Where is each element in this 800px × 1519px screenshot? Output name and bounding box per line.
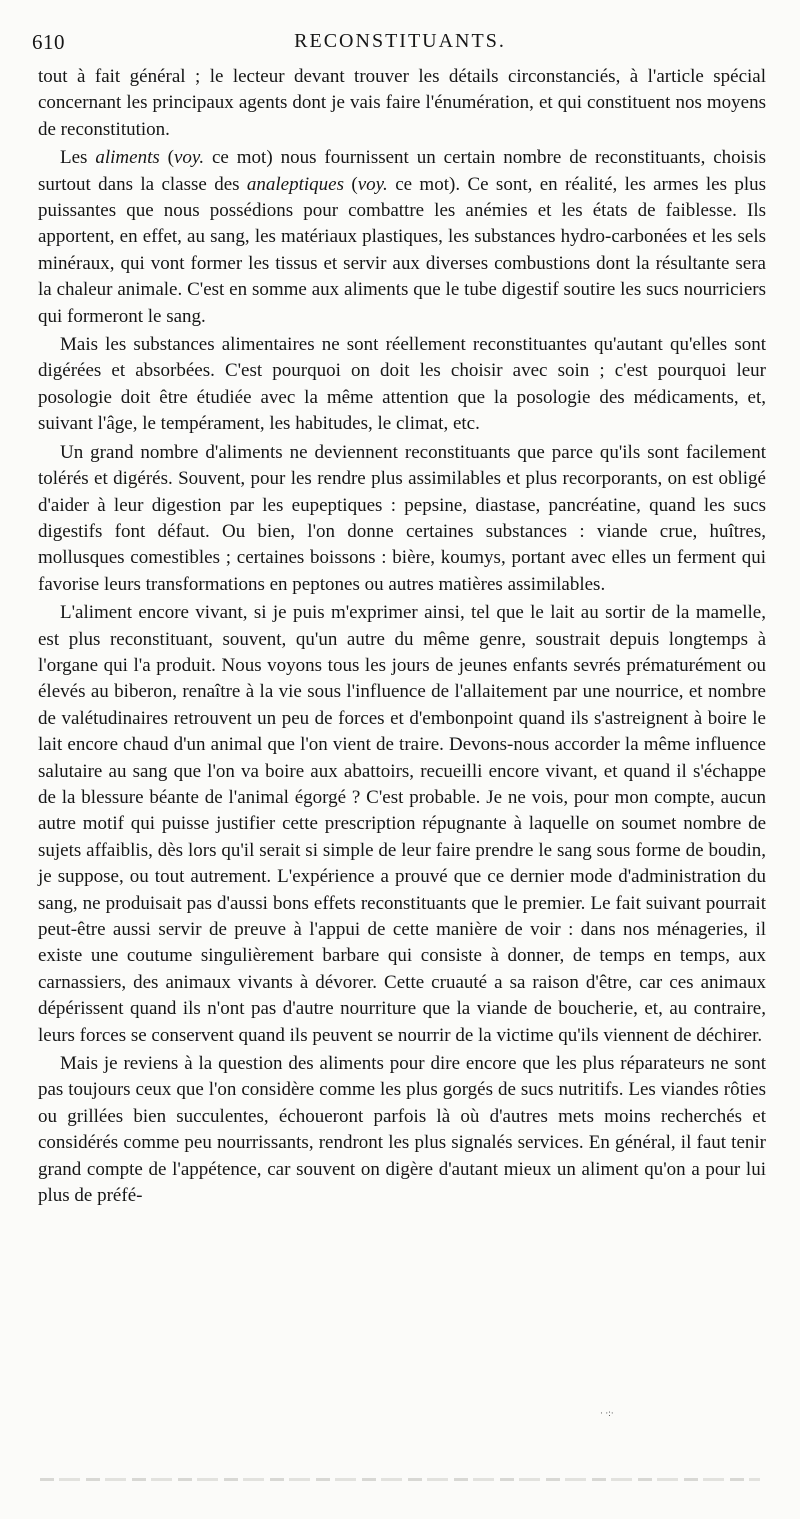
text-run: tout à fait général ; le lecteur devant trouver les détails circonstanciés, à l'article spécial concernant les principaux agents dont je vais faire l'énumération, et qui constituent nos moyens de reconstitution. [38, 66, 766, 140]
paragraph [38, 600, 766, 1049]
text-run: L'aliment encore vivant, si je puis m'exprimer ainsi, tel que le lait au sortir de la mamelle, est plus reconstituant, souvent, qu'un autre du même genre, soustrait depuis longtemps à l'organe qui l'a produit. Nous voyons tous les jours de jeunes enfants sevrés prématurément ou élevés au biberon, renaître à la vie sous l'influence de l'allaitement par une nourrice, et nombre de valétudinaires retrouvent un peu de forces et d'embonpoint quand ils s'astreignent à boire le lait encore chaud d'un animal que l'on vient de traire. Devons-nous accorder la même influence salutaire au sang que l'on va boire aux abattoirs, recueilli encore vivant, et quand il s'échappe de la blessure béante de l'animal égorgé ? C'est probable. Je ne vois, pour mon compte, aucun autre motif qui puisse justifier cette prescription répugnante à laquelle on soumet nombre de sujets affaiblis, dès lors qu'il serait si simple de leur faire prendre le sang sous forme de boudin, je suppose, ou tout autrement. L'expérience a prouvé que ce dernier mode d'administration du sang, ne produisait pas d'aussi bons effets reconstituants que le premier. Le fait suivant pourrait peut-être aussi servir de preuve à l'appui de cette manière de voir : dans nos ménageries, il existe une coutume singulièrement barbare qui consiste à donner, de temps en temps, aux carnassiers, des animaux vivants à dévorer. Cette cruauté a sa raison d'être, car ces animaux dépérissent quand ils n'ont pas d'autre nourriture que la viande de boucherie, et, au contraire, leurs forces se conservent quand ils peuvent se nourrir de la victime qu'ils viennent de déchirer. [38, 602, 766, 1046]
page-number: 610 [32, 30, 65, 54]
paragraph [38, 440, 766, 598]
paragraph [38, 1051, 766, 1209]
italic-term: aliments [95, 147, 160, 169]
paragraph [38, 64, 766, 143]
text-run: ce mot) nous fournissent un certain nombre de reconstituants, choisis surtout dans la classe des [38, 147, 767, 195]
text-run: Mais je reviens à la question des aliments pour dire encore que les plus réparateurs ne sont pas toujours ceux que l'on considère comme les plus gorgés de sucs nutritifs. Les viandes rôties ou grillées bien succulentes, échoueront parfois là où d'autres mets moins recherchés et considérés comme peu nourrissants, rendront les plus signalés services. En général, il faut tenir grand compte de l'appétence, car souvent on digère d'autant mieux un aliment qu'on a pour lui plus de préfé- [38, 1053, 766, 1207]
text-run: Mais les substances alimentaires ne sont réellement reconstituantes qu'autant qu'elles sont digérées et absorbées. C'est pourquoi on doit les choisir avec soin ; c'est pourquoi leur posologie doit être étudiée avec la même attention que la posologie des médicaments, et, suivant l'âge, le tempérament, les habitudes, le climat, etc. [38, 334, 766, 435]
running-title: RECONSTITUANTS. [294, 30, 506, 52]
text-run: Les [60, 147, 96, 169]
text-run: ( [344, 173, 358, 195]
italic-term: voy. [357, 173, 388, 195]
page-header [32, 30, 768, 60]
italic-term: analeptiques [246, 173, 345, 195]
paragraph [38, 332, 766, 438]
italic-term: voy. [174, 147, 205, 169]
body-text [38, 64, 766, 1209]
paragraph [38, 145, 766, 330]
print-specks: · ·:· [600, 1408, 614, 1418]
bleed-through-line [40, 1478, 760, 1481]
text-run: Un grand nombre d'aliments ne deviennent reconstituants que parce qu'ils sont facilement tolérés et digérés. Souvent, pour les rendre plus assimilables et plus recorporants, on est obligé d'aider à leur digestion par les eupeptiques : pepsine, diastase, pancréatine, quand les sucs digestifs font défaut. Ou bien, l'on donne certaines substances : viande crue, huîtres, mollusques comestibles ; certaines boissons : bière, koumys, portant avec elles un ferment qui favorise leurs transformations en peptones ou autres matières assimilables. [38, 441, 766, 595]
text-run: ( [159, 147, 174, 169]
text-run: ce mot). Ce sont, en réalité, les armes les plus puissantes que nous possédions pour combattre les anémies et les états de faiblesse. Ils apportent, en effet, au sang, les matériaux plastiques, les substances hydro-carbonées et les sels minéraux, qui vont former les tissus et servir aux diverses combustions dont la résultante sera la chaleur animale. C'est en somme aux aliments que le tube digestif soutire les sucs nourriciers qui formeront le sang. [38, 173, 767, 327]
